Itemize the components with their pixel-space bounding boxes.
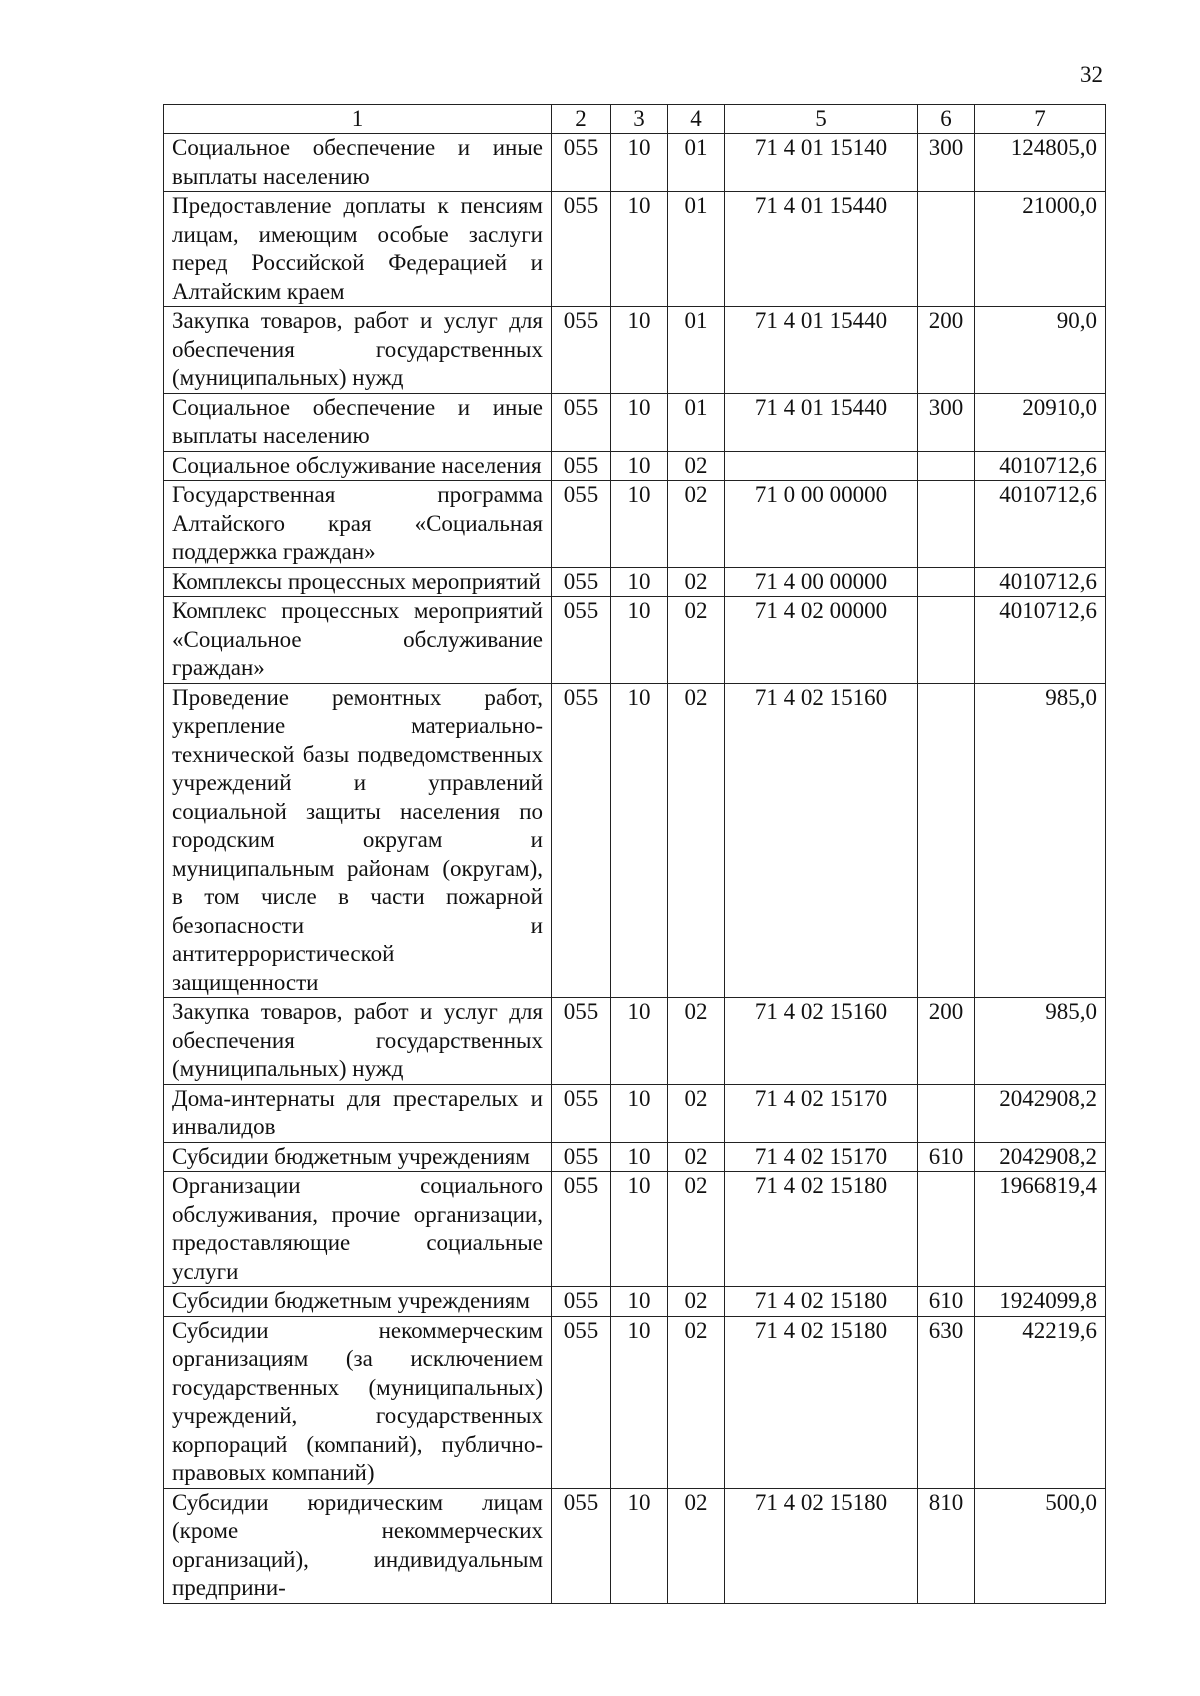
item-name-cell: Комплексы процессных мероприятий (164, 567, 552, 597)
ministry-code-cell: 055 (552, 1172, 611, 1287)
section-cell: 10 (611, 1488, 668, 1603)
target-article-cell: 71 4 02 15170 (725, 1142, 918, 1172)
expense-type-cell: 610 (918, 1142, 975, 1172)
ministry-code-cell: 055 (552, 192, 611, 307)
budget-table (163, 104, 1106, 1604)
amount-cell: 985,0 (975, 998, 1106, 1085)
expense-type-cell (918, 1084, 975, 1142)
item-name-cell: Предоставление доплаты к пенсиям лицам, имеющим особые заслуги перед Российской Федерацией и Алтайским краем (164, 192, 552, 307)
column-header: 2 (552, 105, 611, 134)
table-row (164, 307, 1106, 394)
section-cell: 10 (611, 481, 668, 568)
column-header: 1 (164, 105, 552, 134)
expense-type-cell (918, 683, 975, 998)
section-cell: 10 (611, 134, 668, 192)
item-name-cell: Проведение ремонтных работ, укрепление материально-технической базы подведомственных учреждений и управлений социальной защиты населения по городским округам и муниципальным районам (округам), в том числе в части пожарной безопасности и антитеррористической защищенности (164, 683, 552, 998)
column-header: 4 (668, 105, 725, 134)
expense-type-cell (918, 481, 975, 568)
amount-cell: 124805,0 (975, 134, 1106, 192)
ministry-code-cell: 055 (552, 1142, 611, 1172)
item-name-cell: Дома-интернаты для престарелых и инвалидов (164, 1084, 552, 1142)
page-number: 32 (1080, 62, 1103, 87)
target-article-cell: 71 4 02 15180 (725, 1488, 918, 1603)
table-row (164, 192, 1106, 307)
table-row (164, 1488, 1106, 1603)
target-article-cell: 71 4 02 15180 (725, 1316, 918, 1488)
target-article-cell: 71 4 01 15440 (725, 393, 918, 451)
amount-cell: 4010712,6 (975, 597, 1106, 684)
subsection-cell: 02 (668, 567, 725, 597)
table-row (164, 1142, 1106, 1172)
table-row (164, 1084, 1106, 1142)
subsection-cell: 02 (668, 481, 725, 568)
ministry-code-cell: 055 (552, 998, 611, 1085)
section-cell: 10 (611, 393, 668, 451)
amount-cell: 2042908,2 (975, 1084, 1106, 1142)
section-cell: 10 (611, 567, 668, 597)
section-cell: 10 (611, 451, 668, 481)
target-article-cell: 71 4 02 15160 (725, 683, 918, 998)
expense-type-cell (918, 567, 975, 597)
section-cell: 10 (611, 683, 668, 998)
table-row (164, 393, 1106, 451)
item-name-cell: Закупка товаров, работ и услуг для обеспечения государственных (муниципальных) нужд (164, 307, 552, 394)
item-name-cell: Закупка товаров, работ и услуг для обеспечения государственных (муниципальных) нужд (164, 998, 552, 1085)
table-row (164, 683, 1106, 998)
target-article-cell: 71 4 01 15440 (725, 192, 918, 307)
section-cell: 10 (611, 1172, 668, 1287)
item-name-cell: Социальное обеспечение и иные выплаты населению (164, 393, 552, 451)
expense-type-cell: 300 (918, 393, 975, 451)
subsection-cell: 02 (668, 1142, 725, 1172)
item-name-cell: Организации социального обслуживания, прочие организации, предоставляющие социальные услуги (164, 1172, 552, 1287)
subsection-cell: 02 (668, 1488, 725, 1603)
ministry-code-cell: 055 (552, 134, 611, 192)
amount-cell: 21000,0 (975, 192, 1106, 307)
expense-type-cell (918, 451, 975, 481)
ministry-code-cell: 055 (552, 451, 611, 481)
table-header-row (164, 105, 1106, 134)
section-cell: 10 (611, 998, 668, 1085)
subsection-cell: 02 (668, 998, 725, 1085)
expense-type-cell: 200 (918, 998, 975, 1085)
column-header: 5 (725, 105, 918, 134)
item-name-cell: Социальное обеспечение и иные выплаты населению (164, 134, 552, 192)
target-article-cell: 71 4 02 15160 (725, 998, 918, 1085)
column-header: 7 (975, 105, 1106, 134)
expense-type-cell: 200 (918, 307, 975, 394)
subsection-cell: 01 (668, 393, 725, 451)
subsection-cell: 02 (668, 1316, 725, 1488)
target-article-cell (725, 451, 918, 481)
amount-cell: 90,0 (975, 307, 1106, 394)
expense-type-cell (918, 192, 975, 307)
ministry-code-cell: 055 (552, 1084, 611, 1142)
subsection-cell: 02 (668, 1287, 725, 1317)
table-row (164, 1172, 1106, 1287)
amount-cell: 20910,0 (975, 393, 1106, 451)
expense-type-cell: 630 (918, 1316, 975, 1488)
amount-cell: 4010712,6 (975, 567, 1106, 597)
target-article-cell: 71 4 02 15180 (725, 1172, 918, 1287)
subsection-cell: 02 (668, 451, 725, 481)
table-row (164, 597, 1106, 684)
item-name-cell: Субсидии бюджетным учреждениям (164, 1142, 552, 1172)
amount-cell: 985,0 (975, 683, 1106, 998)
expense-type-cell (918, 1172, 975, 1287)
table-row (164, 1287, 1106, 1317)
table-row (164, 451, 1106, 481)
column-header: 6 (918, 105, 975, 134)
column-header: 3 (611, 105, 668, 134)
target-article-cell: 71 4 02 15180 (725, 1287, 918, 1317)
ministry-code-cell: 055 (552, 481, 611, 568)
amount-cell: 2042908,2 (975, 1142, 1106, 1172)
amount-cell: 1966819,4 (975, 1172, 1106, 1287)
item-name-cell: Государственная программа Алтайского края «Социальная поддержка граждан» (164, 481, 552, 568)
section-cell: 10 (611, 192, 668, 307)
subsection-cell: 02 (668, 1084, 725, 1142)
section-cell: 10 (611, 1287, 668, 1317)
section-cell: 10 (611, 1142, 668, 1172)
item-name-cell: Социальное обслуживание населения (164, 451, 552, 481)
section-cell: 10 (611, 597, 668, 684)
target-article-cell: 71 4 02 00000 (725, 597, 918, 684)
table-row (164, 998, 1106, 1085)
expense-type-cell: 610 (918, 1287, 975, 1317)
subsection-cell: 01 (668, 307, 725, 394)
subsection-cell: 02 (668, 1172, 725, 1287)
target-article-cell: 71 4 01 15140 (725, 134, 918, 192)
amount-cell: 42219,6 (975, 1316, 1106, 1488)
amount-cell: 1924099,8 (975, 1287, 1106, 1317)
item-name-cell: Комплекс процессных мероприятий «Социальное обслуживание граждан» (164, 597, 552, 684)
table-row (164, 1316, 1106, 1488)
target-article-cell: 71 4 00 00000 (725, 567, 918, 597)
section-cell: 10 (611, 1084, 668, 1142)
ministry-code-cell: 055 (552, 1287, 611, 1317)
ministry-code-cell: 055 (552, 683, 611, 998)
subsection-cell: 01 (668, 192, 725, 307)
section-cell: 10 (611, 1316, 668, 1488)
target-article-cell: 71 4 01 15440 (725, 307, 918, 394)
ministry-code-cell: 055 (552, 393, 611, 451)
ministry-code-cell: 055 (552, 1488, 611, 1603)
subsection-cell: 02 (668, 597, 725, 684)
item-name-cell: Субсидии бюджетным учреждениям (164, 1287, 552, 1317)
subsection-cell: 01 (668, 134, 725, 192)
section-cell: 10 (611, 307, 668, 394)
ministry-code-cell: 055 (552, 597, 611, 684)
expense-type-cell (918, 597, 975, 684)
amount-cell: 4010712,6 (975, 451, 1106, 481)
ministry-code-cell: 055 (552, 1316, 611, 1488)
table-row (164, 134, 1106, 192)
expense-type-cell: 300 (918, 134, 975, 192)
ministry-code-cell: 055 (552, 567, 611, 597)
expense-type-cell: 810 (918, 1488, 975, 1603)
table-row (164, 481, 1106, 568)
item-name-cell: Субсидии некоммерческим организациям (за исключением государственных (муниципальных) учреждений, государственных корпораций (компаний), публично-правовых компаний) (164, 1316, 552, 1488)
target-article-cell: 71 0 00 00000 (725, 481, 918, 568)
target-article-cell: 71 4 02 15170 (725, 1084, 918, 1142)
amount-cell: 500,0 (975, 1488, 1106, 1603)
subsection-cell: 02 (668, 683, 725, 998)
amount-cell: 4010712,6 (975, 481, 1106, 568)
item-name-cell: Субсидии юридическим лицам (кроме некоммерческих организаций), индивидуальным предприни- (164, 1488, 552, 1603)
ministry-code-cell: 055 (552, 307, 611, 394)
table-row (164, 567, 1106, 597)
